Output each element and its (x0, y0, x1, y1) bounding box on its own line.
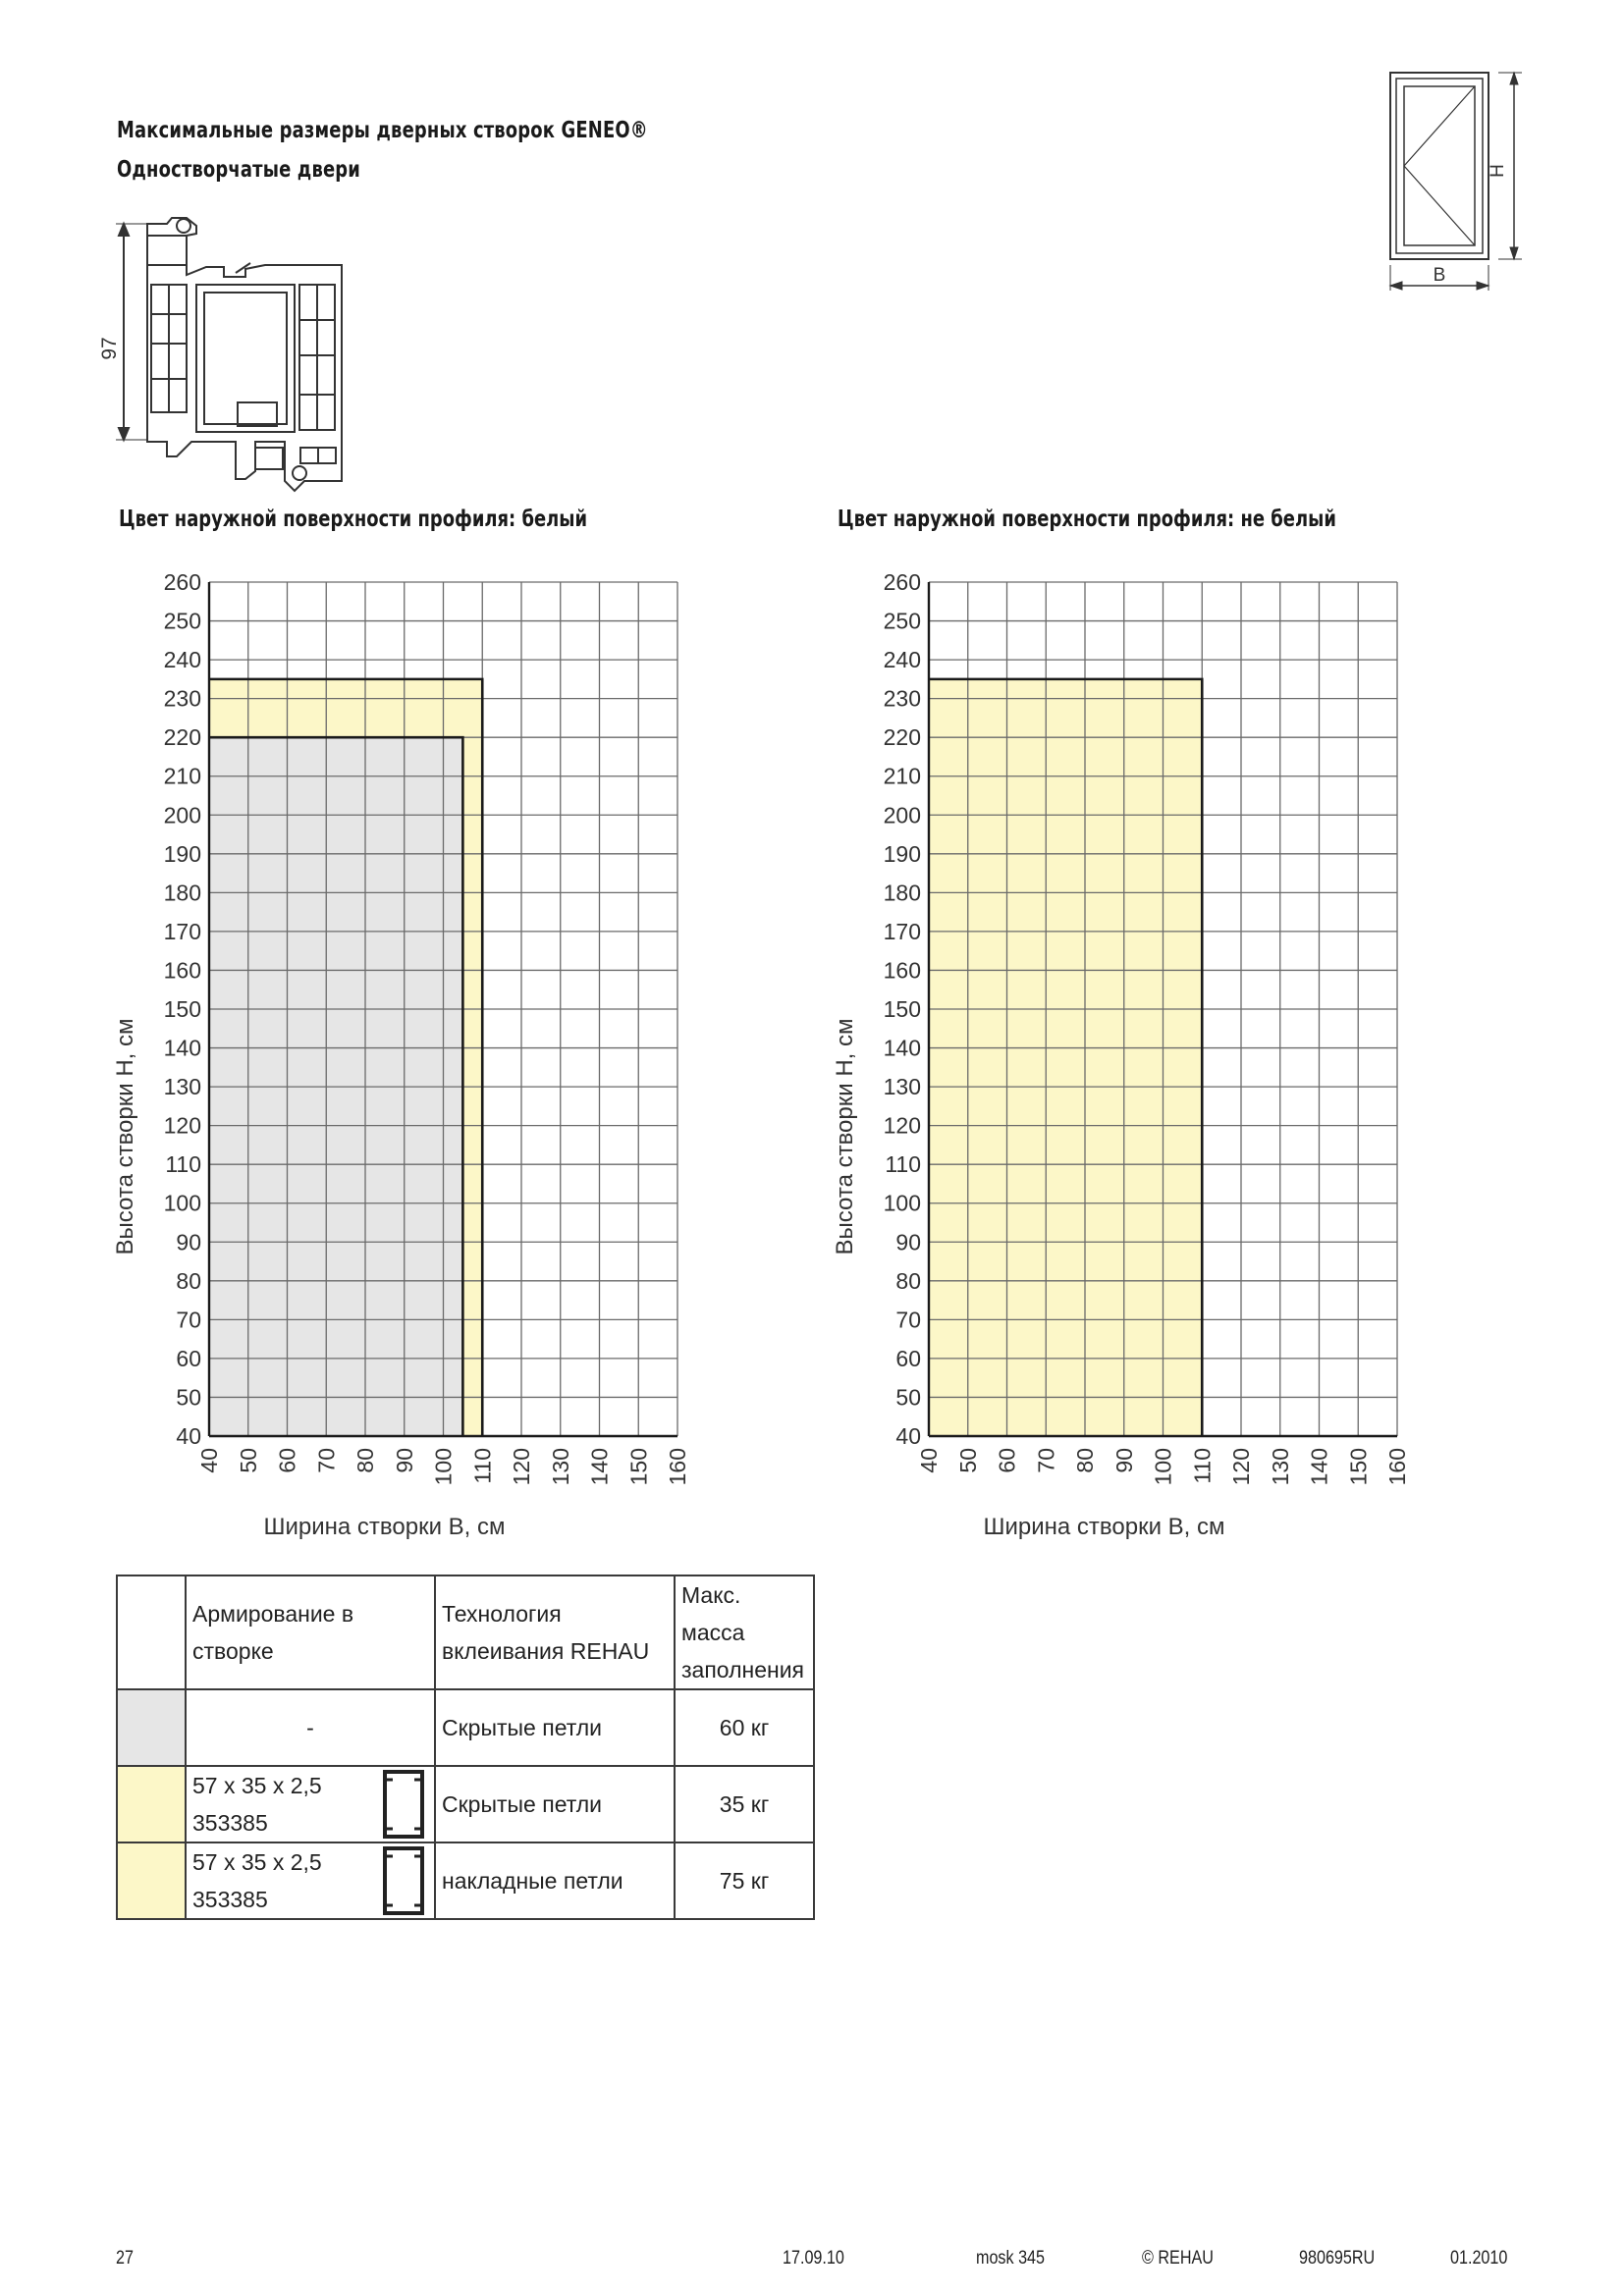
y-tick-label: 150 (883, 996, 921, 1022)
x-tick-label: 120 (1228, 1448, 1254, 1486)
profile-dimension-label: 97 (98, 337, 121, 360)
legend-mass: 75 кг (675, 1842, 814, 1919)
legend-technology: Скрытые петли (435, 1766, 675, 1842)
legend-header-swatch (117, 1575, 186, 1689)
x-tick-label: 50 (235, 1448, 261, 1473)
legend-mass: 60 кг (675, 1689, 814, 1766)
y-tick-label: 130 (163, 1074, 201, 1100)
x-tick-label: 80 (1072, 1448, 1098, 1473)
y-tick-label: 170 (883, 918, 921, 944)
profile-cross-section-drawing (98, 206, 353, 501)
legend-reinforcement: - (186, 1689, 435, 1766)
y-tick-label: 170 (163, 918, 201, 944)
legend-technology: Скрытые петли (435, 1689, 675, 1766)
limit-region (929, 679, 1202, 1436)
legend-table (116, 1575, 815, 1920)
y-tick-label: 180 (883, 880, 921, 906)
x-tick-label: 50 (954, 1448, 981, 1473)
footer-page-number: 27 (116, 2248, 134, 2269)
reinforcement-profile-icon (379, 1844, 428, 1917)
door-schematic-icon (1375, 65, 1532, 300)
x-tick-label: 80 (352, 1448, 378, 1473)
y-tick-label: 100 (163, 1190, 201, 1216)
x-tick-label: 150 (1345, 1448, 1372, 1486)
y-tick-label: 60 (895, 1345, 921, 1371)
y-tick-label: 90 (895, 1229, 921, 1255)
x-tick-label: 130 (547, 1448, 573, 1486)
y-tick-label: 70 (176, 1307, 201, 1333)
y-tick-label: 180 (163, 880, 201, 906)
x-tick-label: 150 (625, 1448, 652, 1486)
y-tick-label: 80 (895, 1267, 921, 1294)
legend-swatch-yellow (117, 1766, 186, 1842)
x-tick-label: 100 (1150, 1448, 1176, 1486)
y-tick-label: 250 (163, 608, 201, 634)
y-tick-label: 50 (176, 1384, 201, 1411)
y-tick-label: 240 (163, 647, 201, 673)
x-tick-label: 100 (430, 1448, 457, 1486)
door-width-label: B (1433, 265, 1446, 286)
y-tick-label: 90 (176, 1229, 201, 1255)
legend-technology: накладные петли (435, 1842, 675, 1919)
x-tick-label: 160 (665, 1448, 690, 1486)
footer-copyright: © REHAU (1142, 2248, 1214, 2269)
legend-row (117, 1766, 814, 1842)
y-tick-label: 80 (176, 1267, 201, 1294)
legend-header-technology: Технология вклеивания REHAU (435, 1575, 675, 1689)
y-tick-label: 210 (883, 763, 921, 789)
x-tick-label: 70 (1033, 1448, 1059, 1473)
x-tick-label: 140 (586, 1448, 613, 1486)
legend-header-row (117, 1575, 814, 1689)
legend-reinforcement: 57 x 35 x 2,5 353385 (186, 1766, 435, 1842)
y-tick-label: 50 (895, 1384, 921, 1411)
x-tick-label: 120 (509, 1448, 534, 1486)
x-tick-label: 70 (313, 1448, 340, 1473)
y-tick-label: 60 (176, 1345, 201, 1371)
x-tick-label: 110 (469, 1448, 496, 1484)
y-tick-label: 120 (163, 1112, 201, 1139)
x-tick-label: 60 (994, 1448, 1020, 1473)
y-tick-label: 250 (883, 608, 921, 634)
page-subtitle: Одностворчатые двери (117, 157, 361, 183)
x-tick-label: 160 (1384, 1448, 1410, 1486)
x-tick-label: 60 (274, 1448, 300, 1473)
y-tick-label: 150 (163, 996, 201, 1022)
y-tick-label: 230 (883, 685, 921, 712)
y-tick-label: 240 (883, 647, 921, 673)
legend-mass: 35 кг (675, 1766, 814, 1842)
right-chart-title: Цвет наружной поверхности профиля: не белый (838, 507, 1336, 532)
y-tick-label: 190 (883, 840, 921, 867)
footer-doc-number: 980695RU (1299, 2248, 1376, 2269)
legend-row (117, 1842, 814, 1919)
y-tick-label: 70 (895, 1307, 921, 1333)
footer-edition: 01.2010 (1450, 2248, 1508, 2269)
x-tick-label: 90 (1110, 1448, 1137, 1473)
legend-reinforcement: 57 x 35 x 2,5 353385 (186, 1842, 435, 1919)
y-tick-label: 140 (883, 1035, 921, 1061)
footer-code: mosk 345 (976, 2248, 1046, 2269)
x-axis-label: Ширина створки В, см (263, 1514, 506, 1540)
y-tick-label: 200 (883, 802, 921, 828)
y-tick-label: 110 (165, 1151, 201, 1178)
right-size-chart (818, 560, 1427, 1541)
legend-header-mass: Макс. масса заполнения (675, 1575, 814, 1689)
y-tick-label: 100 (883, 1190, 921, 1216)
x-tick-label: 130 (1267, 1448, 1293, 1486)
y-axis-label: Высота створки Н, см (112, 1018, 138, 1255)
y-tick-label: 210 (163, 763, 201, 789)
y-tick-label: 160 (163, 957, 201, 984)
y-tick-label: 230 (163, 685, 201, 712)
x-tick-label: 40 (196, 1448, 222, 1473)
left-size-chart (98, 560, 707, 1541)
x-axis-label: Ширина створки В, см (983, 1514, 1225, 1540)
left-chart-title: Цвет наружной поверхности профиля: белый (119, 507, 588, 532)
x-tick-label: 90 (391, 1448, 417, 1473)
legend-row (117, 1689, 814, 1766)
x-tick-label: 40 (916, 1448, 942, 1473)
y-tick-label: 40 (176, 1423, 201, 1449)
x-tick-label: 140 (1306, 1448, 1332, 1486)
y-axis-label: Высота створки Н, см (832, 1018, 858, 1255)
y-tick-label: 110 (885, 1151, 921, 1178)
y-tick-label: 200 (163, 802, 201, 828)
y-tick-label: 220 (163, 724, 201, 751)
legend-swatch-grey (117, 1689, 186, 1766)
y-tick-label: 130 (883, 1074, 921, 1100)
y-tick-label: 120 (883, 1112, 921, 1139)
y-tick-label: 260 (883, 569, 921, 595)
door-height-label: H (1488, 164, 1508, 178)
y-tick-label: 40 (895, 1423, 921, 1449)
legend-swatch-yellow (117, 1842, 186, 1919)
y-tick-label: 220 (883, 724, 921, 751)
legend-header-reinforcement: Армирование в створке (186, 1575, 435, 1689)
y-tick-label: 160 (883, 957, 921, 984)
y-tick-label: 190 (163, 840, 201, 867)
y-tick-label: 260 (163, 569, 201, 595)
y-tick-label: 140 (163, 1035, 201, 1061)
footer-date: 17.09.10 (783, 2248, 844, 2269)
page-title: Максимальные размеры дверных створок GENEO® (117, 118, 648, 143)
x-tick-label: 110 (1189, 1448, 1216, 1484)
reinforcement-profile-icon (379, 1768, 428, 1841)
